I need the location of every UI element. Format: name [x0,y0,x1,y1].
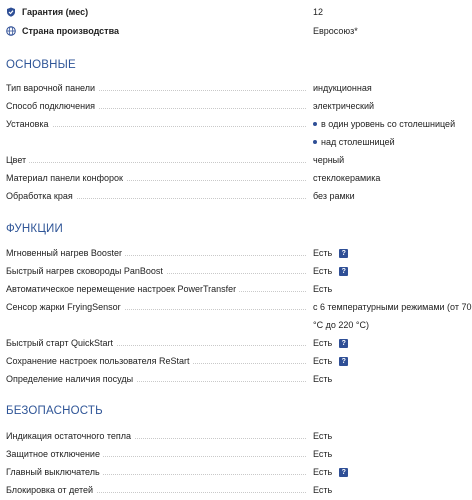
spec-value-continuation: °С до 220 °С) [313,320,369,330]
spec-value: Есть [313,284,333,294]
spec-label: Цвет [6,155,29,165]
spec-label: Сохранение настроек пользователя ReStart [6,356,192,366]
spec-label: Индикация остаточного тепла [6,431,134,441]
spec-row [6,465,454,479]
spec-row [6,99,454,113]
spec-value: Евросоюз* [313,26,358,36]
spec-label: Тип варочной панели [6,83,98,93]
spec-label: Сенсор жарки FryingSensor [6,302,124,312]
spec-value: стеклокерамика [313,173,381,183]
spec-row [6,189,454,203]
spec-row [6,372,454,386]
spec-label: Определение наличия посуды [6,374,136,384]
spec-label: Мгновенный нагрев Booster [6,248,125,258]
section-title-basic: ОСНОВНЫЕ [6,59,76,71]
spec-value: Есть [313,356,333,366]
spec-row [6,483,454,497]
spec-row [6,246,454,260]
spec-value: электрический [313,101,375,111]
spec-label: Блокировка от детей [6,485,96,495]
spec-value: Есть [313,266,333,276]
spec-label: Главный выключатель [6,467,103,477]
spec-label: Обработка края [6,191,76,201]
spec-label: Гарантия (мес) [22,7,91,17]
spec-row [6,81,454,95]
spec-value: Есть [313,485,333,495]
spec-label: Защитное отключение [6,449,103,459]
globe-icon [6,26,16,36]
spec-label: Материал панели конфорок [6,173,126,183]
spec-value: индукционная [313,83,372,93]
help-icon[interactable]: ? [339,267,348,276]
spec-label: Быстрый нагрев сковороды PanBoost [6,266,166,276]
spec-row [6,171,454,185]
help-icon[interactable]: ? [339,249,348,258]
spec-row-country [6,24,454,38]
spec-row-continuation [6,318,454,332]
spec-value: Есть [313,449,333,459]
bullet-icon [313,140,317,144]
spec-label: Автоматическое перемещение настроек PowerTransfer [6,284,239,294]
help-icon[interactable]: ? [339,339,348,348]
spec-value: без рамки [313,191,355,201]
spec-label: Способ подключения [6,101,98,111]
help-icon[interactable]: ? [339,357,348,366]
spec-value: Есть [313,338,333,348]
spec-row-continuation [6,135,454,149]
help-icon[interactable]: ? [339,468,348,477]
spec-row [6,429,454,443]
section-title-safety: БЕЗОПАСНОСТЬ [6,405,103,417]
spec-row [6,336,454,350]
spec-value-list-item: над столешницей [313,137,395,147]
spec-label: Страна производства [22,26,122,36]
spec-value: Есть [313,248,333,258]
spec-value: черный [313,155,345,165]
spec-row [6,354,454,368]
spec-value: Есть [313,431,333,441]
spec-row [6,282,454,296]
shield-check-icon [6,7,16,17]
spec-row-warranty [6,5,454,19]
spec-value: с 6 температурными режимами (от 70 [313,302,472,312]
spec-row [6,300,472,314]
spec-value: Есть [313,467,333,477]
spec-label: Быстрый старт QuickStart [6,338,116,348]
spec-row [6,264,454,278]
dotted-leader [6,162,306,163]
spec-row [6,117,454,131]
section-title-functions: ФУНКЦИИ [6,223,63,235]
spec-row [6,447,454,461]
bullet-icon [313,122,317,126]
spec-label: Установка [6,119,52,129]
spec-value: 12 [313,7,324,17]
spec-value: Есть [313,374,333,384]
spec-row [6,153,454,167]
spec-value-list-item: в один уровень со столешницей [313,119,455,129]
